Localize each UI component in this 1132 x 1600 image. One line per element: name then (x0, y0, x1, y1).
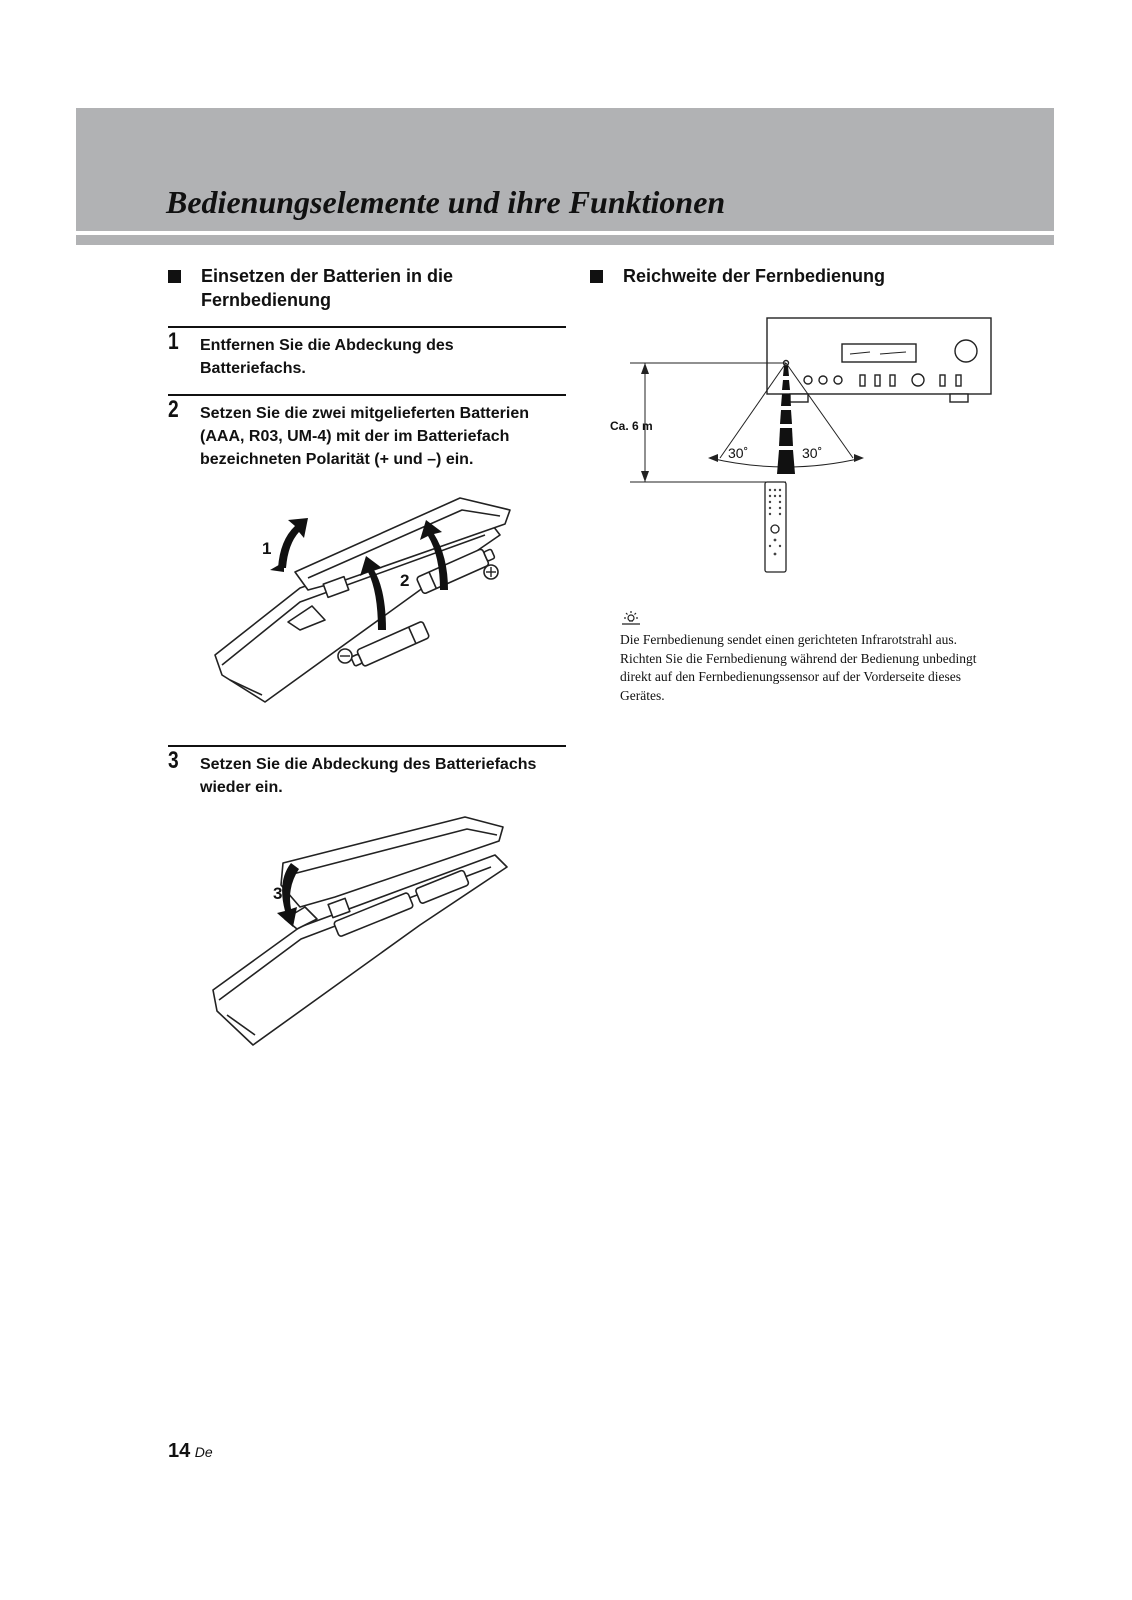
remote-cover-close-illustration (205, 815, 535, 1055)
battery-heading-text: Einsetzen der Batterien in die Fernbedienung (201, 266, 454, 310)
page-title: Bedienungselemente und ihre Funktionen (166, 184, 726, 220)
remote-range-diagram (610, 316, 1000, 586)
insert-batteries-label: 2 (400, 571, 410, 590)
square-bullet-icon (168, 270, 181, 283)
square-bullet-icon (590, 270, 603, 283)
angle-right-label: 30˚ (802, 445, 823, 461)
step-1-rule (168, 326, 566, 328)
lift-cover-label: 1 (262, 539, 272, 558)
language-code: De (194, 1444, 213, 1460)
distance-label: Ca. 6 m (610, 419, 653, 433)
step-2-number: 2 (168, 396, 179, 423)
remote-battery-insert-illustration (200, 480, 540, 720)
page-footer (168, 1440, 213, 1463)
range-section-heading (590, 264, 1010, 288)
step-1-text: Entfernen Sie die Abdeckung des Batteriefachs. (200, 337, 454, 377)
step-2-text: Setzen Sie die zwei mitgelieferten Batterien (AAA, R03, UM-4) mit der im Batteriefach bezeichneten Polarität (+ und –) ein. (200, 405, 529, 468)
step-3-number: 3 (168, 747, 179, 774)
angle-left-label: 30˚ (728, 445, 749, 461)
range-heading-text: Reichweite der Fernbedienung (623, 266, 886, 286)
lightbulb-tip-icon (620, 610, 642, 626)
close-cover-label: 3 (273, 884, 283, 903)
step-2-rule (168, 394, 566, 396)
step-3-rule (168, 745, 566, 747)
tip-text: Die Fernbedienung sendet einen gerichteten Infrarotstrahl aus. Richten Sie die Fernbedienung während der Bedienung unbedingt direkt auf den Fernbedienungssensor auf der Vorderseite dieses Gerätes. (620, 632, 977, 703)
page-number: 14 (168, 1440, 191, 1462)
battery-section-heading (168, 264, 548, 312)
step-3-text: Setzen Sie die Abdeckung des Batteriefachs wieder ein. (200, 756, 537, 796)
step-1-number: 1 (168, 328, 179, 355)
header-underline (76, 235, 1054, 245)
